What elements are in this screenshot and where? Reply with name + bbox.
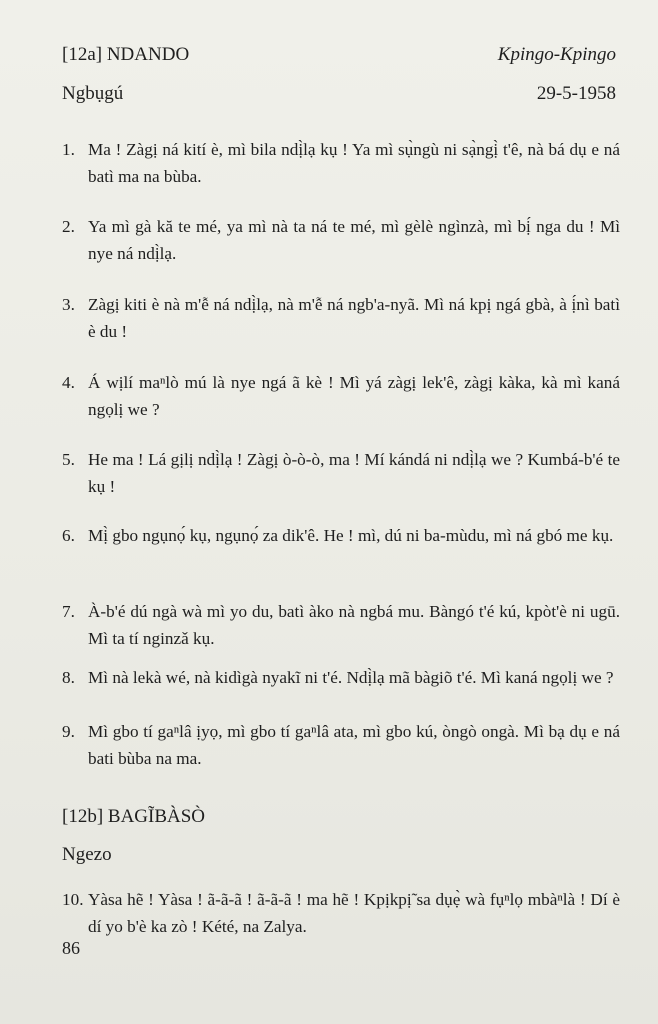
page-number: 86 (62, 938, 80, 958)
verse-text: Ma ! Zàgị ná kití è, mì bila ndị̀lạ kụ ! Ya mì sụ̀ngù ni sạ̀ngị̀ t'ê, nà bá dụ e ná batì ma na bùba. (88, 140, 620, 186)
verse-number: 3. (62, 295, 75, 314)
section-label: [12a] NDANDO (62, 44, 190, 65)
verse-text: Zàgị kiti è nà m'ễ ná ndị̀lạ, nà m'ễ ná ngb'a-nyã. Mì ná kpị ngá gbà, à ị́nì batì è du ! (88, 295, 620, 341)
verse-number: 1. (62, 140, 75, 159)
verse-3 (62, 291, 620, 345)
verse-text: Mì gbo tí gaⁿlâ ịyọ, mì gbo tí gaⁿlâ ata, mì gbo kú, òngò ongà. Mì bạ dụ e ná bati bùba na ma. (88, 722, 620, 768)
recording-date: 29-5-1958 (536, 83, 616, 104)
verse-10 (62, 886, 620, 940)
verse-4 (62, 369, 620, 423)
section2-label: [12b] BAGĨBÀSÒ (62, 806, 206, 827)
verse-text: He ma ! Lá gịlị ndị̀lạ ! Zàgị ò-ò-ò, ma ! Mí kándá ni ndị̀lạ we ? Kumbá-b'é te kụ ! (88, 450, 620, 496)
verse-number: 9. (62, 722, 75, 741)
verse-2 (62, 213, 620, 267)
singer-date-row (62, 83, 616, 105)
verse-number: 5. (62, 450, 75, 469)
verse-1 (62, 136, 620, 190)
verse-5 (62, 446, 620, 500)
verse-number: 8. (62, 668, 75, 687)
verse-text: Á wịlí maⁿlò mú là nye ngá ã kè ! Mì yá zàgị lek'ê, zàgị kàka, kà mì kaná ngọlị we ? (88, 373, 620, 419)
verse-6 (62, 522, 620, 549)
section2-singer: Ngezo (62, 844, 112, 865)
verse-number: 7. (62, 602, 75, 621)
verse-text: Yàsa hẽ ! Yàsa ! ã-ã-ã ! ã-ã-ã ! ma hẽ ! Kpịkpị̃ sa dụẹ̀ wà fụⁿlọ mbàⁿlà ! Dí è dí yo b'è ka zò ! Kété, na Zalya. (88, 890, 620, 936)
place-name: Kpingo-Kpingo (497, 44, 616, 65)
verse-7 (62, 598, 620, 652)
verse-9 (62, 718, 620, 772)
singer-name: Ngbụgú (62, 83, 124, 104)
verse-8 (62, 664, 620, 691)
verse-number: 4. (62, 373, 75, 392)
verse-text: Mì nà lekà wé, nà kidìgà nyakĩ ni t'é. Ndị̀lạ mã bàgiõ t'é. Mì kaná ngọlị we ? (88, 668, 614, 687)
verse-text: Ya mì gà kă te mé, ya mì nà ta ná te mé, mì gèlè ngìnzà, mì bị́ nga du ! Mì nye ná ndị̀lạ. (88, 217, 620, 263)
verse-text: À-b'é dú ngà wà mì yo du, batì àko nà ngbá mu. Bàngó t'é kú, kpòt'è ni ugū. Mì ta tí nginzǎ kụ. (88, 602, 620, 648)
verse-number: 10. (62, 890, 84, 909)
verse-number: 6. (62, 526, 75, 545)
running-header (62, 44, 616, 66)
verse-number: 2. (62, 217, 75, 236)
verse-text: Mị̀ gbo ngụnọ́ kụ, ngụnọ́ za dik'ê. He ! mì, dú ni ba-mùdu, mì ná gbó me kụ. (88, 526, 614, 545)
